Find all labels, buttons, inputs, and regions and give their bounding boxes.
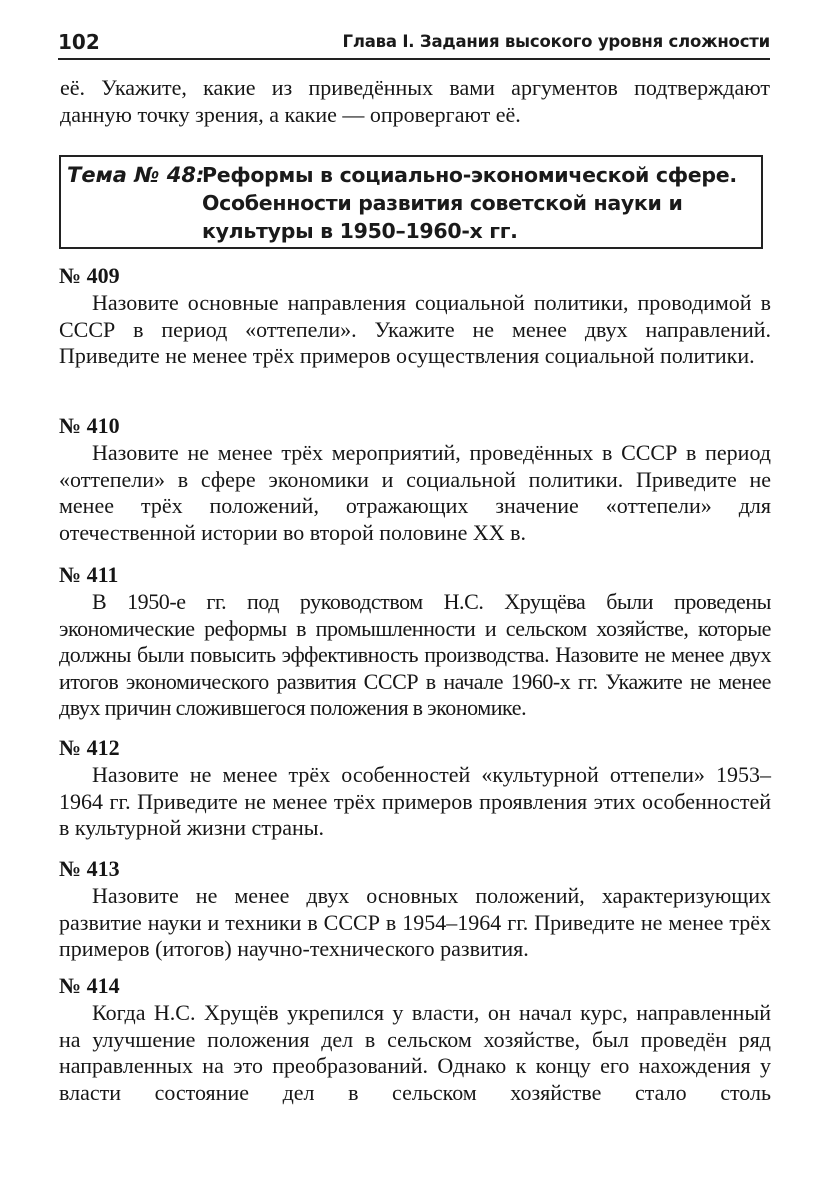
page-number: 102 [58,30,100,54]
task-text: Назовите не менее трёх мероприятий, проведённых в СССР в период «оттепели» в сфере экономики и социальной политики. Приведите не менее трёх положений, отражающих значение «оттепели» для отечественной истории во второй половине XX в. [59,440,771,545]
task-number: № 413 [59,856,120,881]
task-number: № 412 [59,735,120,760]
topic-label: Тема № 48: [67,163,205,187]
task-number: № 409 [59,263,120,288]
task-number: № 414 [59,973,120,998]
task-text: Назовите основные направления социальной политики, проводимой в СССР в период «оттепели». Укажите не менее двух направлений. Приведите не менее трёх примеров осуществления социальной политики. [59,290,771,368]
task-text: Когда Н.С. Хрущёв укрепился у власти, он начал курс, направленный на улучшение положения дел в сельском хозяйстве, был проведён ряд направленных на это преобразований. Однако к концу его нахождения у власти состояние дел в сельском хозяйстве стало столь [59,1000,771,1105]
topic-title: Реформы в социально-экономической сфере. Особенности развития советской науки и культуры в 1950–1960-х гг. [202,163,737,243]
task-number: № 411 [59,562,119,587]
topic-box [59,155,763,249]
task-text: Назовите не менее трёх особенностей «культурной оттепели» 1953–1964 гг. Приведите не менее трёх примеров проявления этих особенностей в культурной жизни страны. [59,762,771,840]
page-header [58,26,770,60]
task-text: В 1950-е гг. под руководством Н.С. Хрущёва были проведены экономические реформы в промышленности и сельском хозяйстве, которые должны были повысить эффективность производства. Назовите не менее двух итогов экономического развития СССР в начале 1960-х гг. Укажите не менее двух причин сложившегося положения в экономике. [59,589,771,720]
task-text: Назовите не менее двух основных положений, характеризующих развитие науки и техники в СССР в 1954–1964 гг. Приведите не менее трёх примеров (итогов) научно-технического развития. [59,883,771,961]
task-number: № 410 [59,413,120,438]
intro-paragraph: её. Укажите, какие из приведённых вами аргументов подтверждают данную точку зрения, а какие — опровергают её. [60,75,770,127]
running-head: Глава I. Задания высокого уровня сложности [342,32,770,51]
